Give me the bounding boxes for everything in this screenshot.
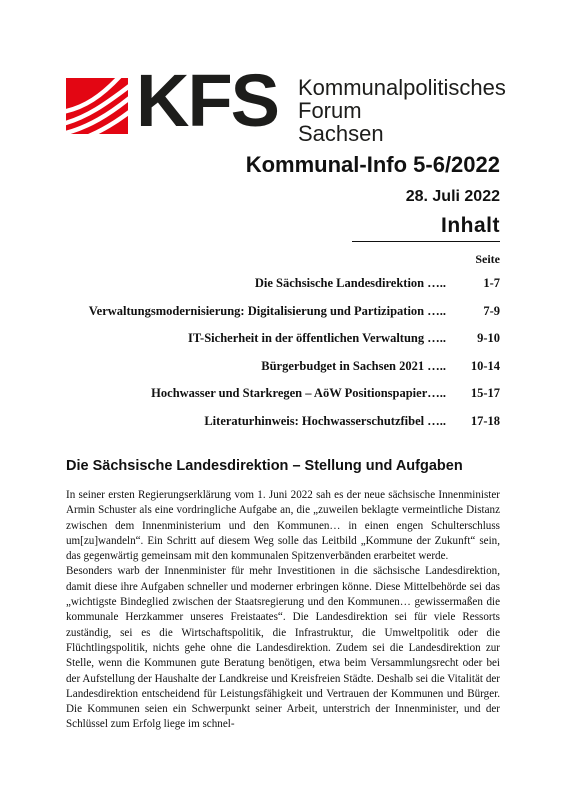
toc-entry-pages: 9-10 bbox=[477, 331, 500, 345]
logo-letters: KFS bbox=[136, 59, 278, 142]
article-body bbox=[66, 488, 500, 733]
issue-date: 28. Juli 2022 bbox=[405, 188, 500, 205]
toc-entry-title: Die Sächsische Landesdirektion ….. bbox=[254, 276, 446, 290]
toc-entry-pages: 10-14 bbox=[470, 358, 500, 373]
toc-entry[interactable] bbox=[70, 276, 500, 304]
toc-entry-pages: 1-7 bbox=[483, 276, 500, 290]
toc-entry-pages: 17-18 bbox=[470, 413, 500, 428]
toc-entry-title: IT-Sicherheit in der öffentlichen Verwaltung ….. bbox=[188, 331, 446, 345]
toc-entry-title: Hochwasser und Starkregen – AöW Positionspapier….. bbox=[151, 386, 446, 400]
toc-entry-title: Verwaltungsmodernisierung: Digitalisierung und Partizipation ….. bbox=[88, 303, 446, 318]
toc-entry-pages: 7-9 bbox=[483, 303, 500, 318]
org-name bbox=[298, 76, 506, 145]
toc-entry[interactable] bbox=[70, 414, 500, 442]
toc-entry-title: Literaturhinweis: Hochwasserschutzfibel ….. bbox=[204, 413, 446, 428]
kfs-logo bbox=[66, 59, 506, 146]
org-name-line-3: Sachsen bbox=[298, 121, 384, 146]
table-of-contents bbox=[70, 276, 500, 441]
org-name-line-1: Kommunalpolitisches bbox=[298, 75, 506, 100]
toc-entry[interactable] bbox=[70, 386, 500, 414]
article-title: Die Sächsische Landesdirektion – Stellung und Aufgaben bbox=[66, 458, 463, 474]
toc-entry[interactable] bbox=[70, 304, 500, 332]
toc-entry-title: Bürgerbudget in Sachsen 2021 ….. bbox=[261, 358, 446, 373]
article-paragraph: Besonders warb der Innenminister für mehr Investitionen in die sächsische Landesdirektion, damit diese ihre Aufgaben schneller und moderner erbringen könne. Diese Mittelbehörde sei das „wichtigste Bindeglied zwischen der Staatsregierung und den Kommunen… gewissermaßen die kommunale Herzkammer unseres Freistaates“. Die Landesdirektion sei für viele Ressorts zuständig, sei es die Wirtschaftspolitik, die Infrastruktur, die Umweltpolitik oder die Flüchtlingspolitik, nichts gehe ohne die Landesdirektion. Zudem sei die Landesdirektion zur Stelle, wenn die Kommunen gute Beratung benötigen, etwa beim Versammlungsrecht oder bei der Aufstellung der Haushalte der Landkreise und Kreisfreien Städte. Deshalb sei die Vitalität der Landesdirektion entscheidend für Leistungsfähigkeit und Vertrauen der Kommunen und Bürger. Die Kommunen seien ein Schwerpunkt seiner Arbeit, unterstrich der Innenminister, und der Schlüssel zum Erfolg liege im schnel- bbox=[66, 565, 500, 731]
toc-page-column-label: Seite bbox=[475, 252, 500, 266]
org-name-line-2: Forum bbox=[298, 98, 362, 123]
toc-entry[interactable] bbox=[70, 331, 500, 359]
contents-heading: Inhalt bbox=[352, 214, 500, 242]
issue-title: Kommunal-Info 5-6/2022 bbox=[245, 152, 500, 177]
toc-entry[interactable] bbox=[70, 359, 500, 387]
kfs-logo-mark-icon bbox=[66, 78, 128, 134]
toc-entry-pages: 15-17 bbox=[470, 386, 500, 400]
article-paragraph: In seiner ersten Regierungserklärung vom 1. Juni 2022 sah es der neue sächsische Innenminister Armin Schuster als eine vordringliche Aufgabe an, die „zuweilen beklagte vermeintliche Distanz zwischen dem Innenministerium und den Kommunen… in einen engen Schulterschluss um[zu]wandeln“. Ein Schritt auf diesem Weg solle das Leitbild „Kommune der Zukunft“ sein, das gegenwärtig gemeinsam mit den kommunalen Spitzenverbänden erarbeitet werde. bbox=[66, 489, 500, 563]
